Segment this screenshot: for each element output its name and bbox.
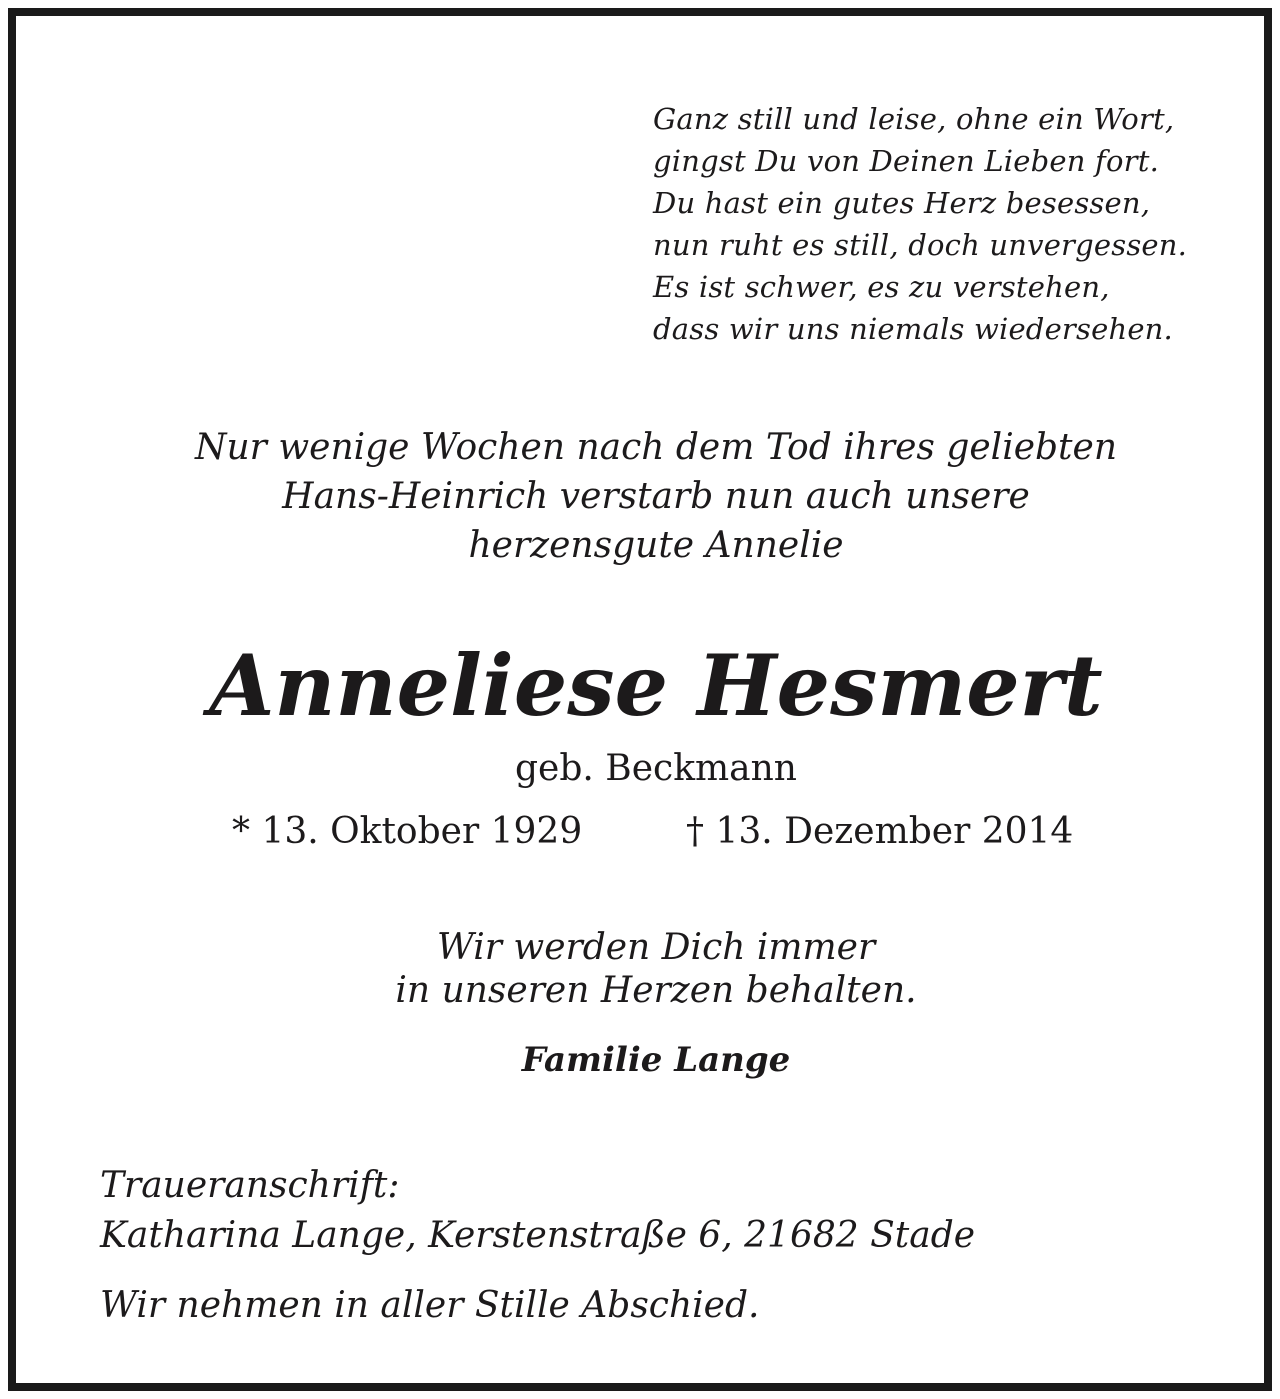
- obituary-notice: [8, 8, 1272, 1391]
- poem-line: dass wir uns niemals wiedersehen.: [653, 312, 1173, 346]
- poem-line: nun ruht es still, doch unvergessen.: [653, 228, 1188, 262]
- address-label: Traueranschrift:: [100, 1165, 400, 1206]
- intro-line: Hans-Heinrich verstarb nun auch unsere: [282, 476, 1030, 517]
- address-value: Katharina Lange, Kerstenstraße 6, 21682 Stade: [100, 1215, 976, 1256]
- birth-date: * 13. Oktober 1929: [232, 811, 583, 852]
- death-date: † 13. Dezember 2014: [686, 811, 1074, 852]
- maiden-name: geb. Beckmann: [515, 748, 797, 789]
- deceased-name: Anneliese Hesmert: [209, 636, 1103, 735]
- farewell-note: Wir nehmen in aller Stille Abschied.: [100, 1285, 760, 1326]
- poem-line: Du hast ein gutes Herz besessen,: [653, 186, 1151, 220]
- poem: [653, 98, 1187, 350]
- memorial-quote: [106, 926, 1206, 1012]
- family-signature: Familie Lange: [521, 1040, 791, 1080]
- poem-line: Es ist schwer, es zu verstehen,: [653, 270, 1110, 304]
- poem-line: Ganz still und leise, ohne ein Wort,: [653, 102, 1175, 136]
- intro-text: [106, 423, 1206, 570]
- intro-line: Nur wenige Wochen nach dem Tod ihres geliebten: [194, 427, 1118, 468]
- quote-line: Wir werden Dich immer: [436, 927, 876, 968]
- poem-line: gingst Du von Deinen Lieben fort.: [653, 144, 1159, 178]
- mourning-address: [100, 1161, 975, 1261]
- intro-line: herzensgute Annelie: [468, 525, 844, 566]
- quote-line: in unseren Herzen behalten.: [395, 970, 917, 1011]
